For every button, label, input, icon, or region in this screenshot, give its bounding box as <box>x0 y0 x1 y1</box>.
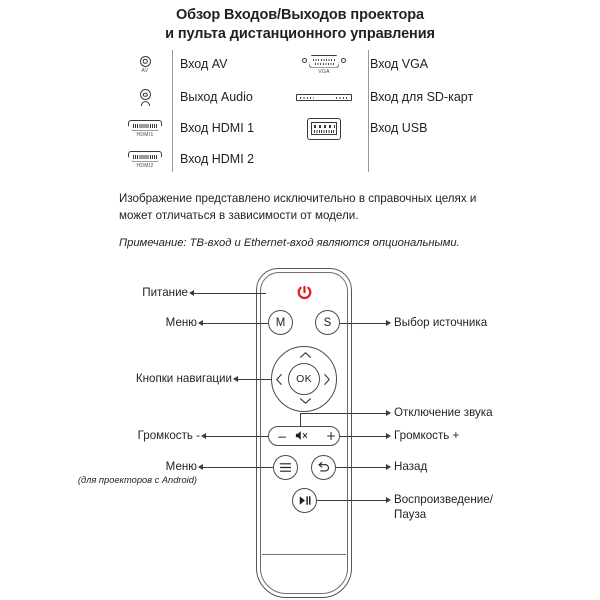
page-title <box>0 6 600 44</box>
port-row-hdmi1 <box>118 112 293 145</box>
arrow-volume-minus <box>201 433 206 439</box>
port-label-hdmi1: Вход HDMI 1 <box>180 121 255 135</box>
source-s-button[interactable] <box>315 310 340 335</box>
ok-button[interactable] <box>288 363 320 395</box>
callout-volume-minus: Громкость - <box>137 429 200 442</box>
callout-mute: Отключение звука <box>394 406 493 419</box>
port-row-audio <box>118 81 293 114</box>
remote-control-diagram <box>0 258 600 600</box>
leader-volume-plus <box>340 436 388 437</box>
callout-play-pause-line-2: Пауза <box>394 508 427 521</box>
arrow-mute <box>386 410 391 416</box>
vga-micro-label: VGA <box>318 69 330 75</box>
leader-nav <box>238 379 272 380</box>
callout-source: Выбор источника <box>394 316 488 329</box>
callout-volume-plus: Громкость + <box>394 429 460 442</box>
ports-overview-section <box>0 48 600 174</box>
port-label-vga: Вход VGA <box>370 57 429 71</box>
arrow-menu-m <box>198 320 203 326</box>
headphone-icon <box>141 101 150 106</box>
arrow-volume-plus <box>386 433 391 439</box>
hdmi1-micro-label: HDMI1 <box>136 131 154 138</box>
menu-m-label: M <box>275 316 286 329</box>
leader-menu-lines <box>203 467 273 468</box>
chevron-right-icon[interactable] <box>323 373 331 386</box>
callout-menu-m: Меню <box>165 316 197 329</box>
mute-button[interactable] <box>295 430 309 441</box>
power-button[interactable] <box>296 284 313 301</box>
hdmi2-micro-label: HDMI2 <box>136 162 154 169</box>
source-s-label: S <box>323 316 332 329</box>
vga-port-icon <box>288 48 360 81</box>
arrow-power <box>189 290 194 296</box>
leader-mute-vertical <box>300 413 301 427</box>
play-pause-button[interactable] <box>292 488 317 513</box>
ok-label: OK <box>296 373 312 385</box>
page-title-line-1: Обзор Входов/Выходов проектора <box>176 7 424 23</box>
callout-back: Назад <box>394 460 428 473</box>
leader-back <box>336 467 388 468</box>
callout-menu-android-label: Меню <box>165 460 197 473</box>
callout-menu-android <box>12 459 197 486</box>
arrow-back <box>386 464 391 470</box>
disclaimer-note: Примечание: ТВ-вход и Ethernet-вход являются опциональными. <box>119 237 460 249</box>
av-jack-icon <box>118 48 172 81</box>
port-label-audio: Выход Audio <box>180 90 253 104</box>
port-row-sd <box>288 81 508 114</box>
arrow-play-pause <box>386 497 391 503</box>
port-row-vga <box>288 48 508 81</box>
usb-port-icon <box>288 112 360 145</box>
leader-power <box>194 293 266 294</box>
leader-play-pause <box>317 500 388 501</box>
back-button[interactable] <box>311 455 336 480</box>
callout-navigation: Кнопки навигации <box>135 372 232 385</box>
arrow-nav <box>233 376 238 382</box>
callout-play-pause <box>394 492 493 522</box>
disclaimer-text: Изображение представлено исключительно в справочных целях и может отличаться в зависимости от модели. <box>119 192 477 222</box>
callout-menu-android-sub: (для проекторов с Android) <box>77 475 197 485</box>
page-title-line-2: и пульта дистанционного управления <box>165 26 435 42</box>
port-row-hdmi2 <box>118 143 293 176</box>
volume-up-button[interactable]: + <box>326 429 337 443</box>
chevron-up-icon[interactable] <box>299 351 312 359</box>
ports-left-column <box>118 48 293 174</box>
audio-jack-icon <box>118 81 172 114</box>
sd-slot-icon <box>288 81 360 114</box>
leader-volume-minus <box>206 436 268 437</box>
arrow-menu-lines <box>198 464 203 470</box>
port-label-sd: Вход для SD-карт <box>370 90 474 104</box>
chevron-left-icon[interactable] <box>275 373 283 386</box>
port-row-av <box>118 48 293 81</box>
leader-source <box>340 323 388 324</box>
port-label-usb: Вход USB <box>370 121 428 135</box>
hdmi-port-icon <box>118 143 172 176</box>
menu-button[interactable] <box>273 455 298 480</box>
menu-m-button[interactable] <box>268 310 293 335</box>
port-label-av: Вход AV <box>180 57 228 71</box>
hdmi-port-icon <box>118 112 172 145</box>
callout-play-pause-line-1: Воспроизведение/ <box>394 493 493 506</box>
leader-menu-m <box>203 323 268 324</box>
ports-right-column <box>288 48 508 174</box>
disclaimer-block <box>119 190 499 252</box>
battery-cover-line <box>262 554 346 555</box>
port-row-usb <box>288 112 508 145</box>
av-jack-micro-label: AV <box>141 67 149 74</box>
volume-down-button[interactable]: − <box>277 430 288 444</box>
chevron-down-icon[interactable] <box>299 397 312 405</box>
callout-power: Питание <box>142 286 188 299</box>
leader-mute <box>300 413 388 414</box>
arrow-source <box>386 320 391 326</box>
port-label-hdmi2: Вход HDMI 2 <box>180 152 255 166</box>
